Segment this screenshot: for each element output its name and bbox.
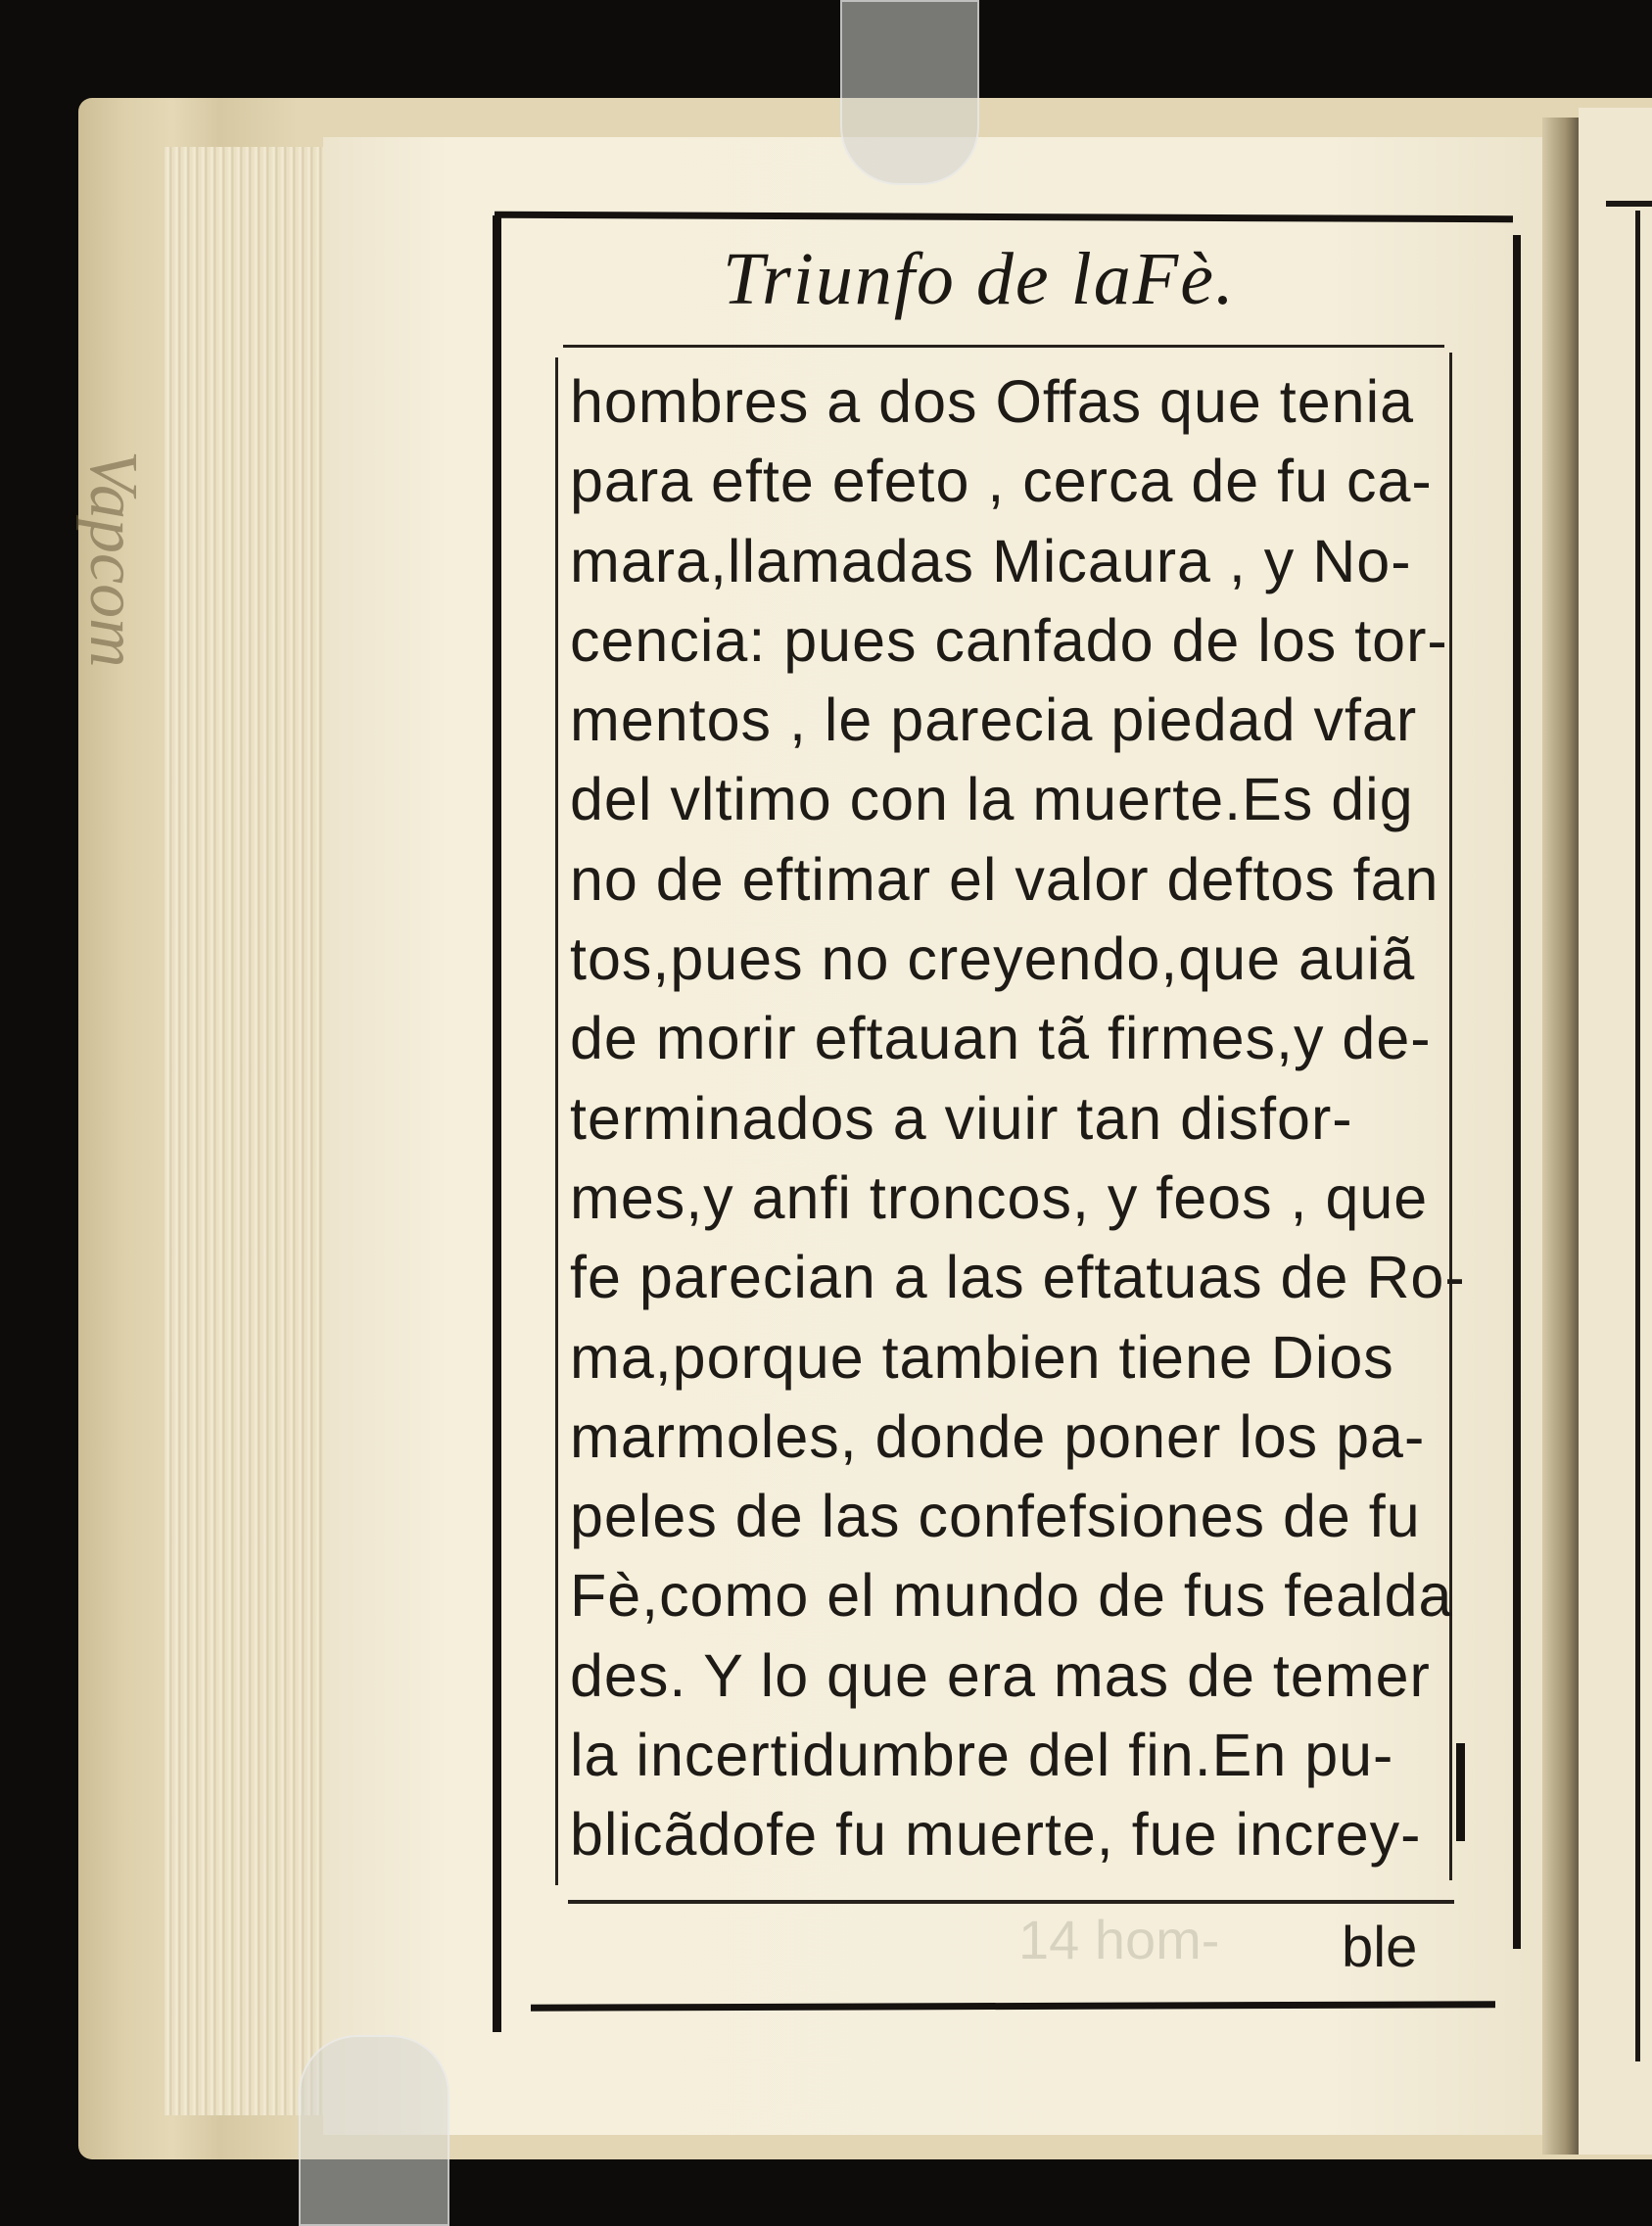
bleed-through-text: 14 hom- (1018, 1909, 1220, 1970)
text-line: de morir eftauan tã firmes,y de- (570, 1005, 1432, 1072)
text-line: no de eftimar el valor deftos fan (570, 845, 1440, 913)
running-head: Triunfo de laFè. (723, 238, 1236, 320)
text-line: peles de las confefsiones de fu (570, 1483, 1421, 1550)
text-rule-left (555, 357, 558, 1885)
text-line: hombres a dos Offas que tenia (570, 368, 1415, 435)
text-line: ma,porque tambien tiene Dios (570, 1323, 1394, 1391)
facing-page-rule (1606, 201, 1652, 207)
page-text (570, 362, 1466, 1875)
bottom-page-clip (299, 2035, 449, 2226)
text-line: des. Y lo que era mas de temer (570, 1641, 1431, 1709)
footer-rule (568, 1900, 1454, 1904)
book-gutter (1542, 118, 1581, 2155)
margin-mark (1456, 1743, 1465, 1841)
text-line: cencia: pues canfado de los tor- (570, 606, 1448, 674)
frame-left-border (493, 215, 501, 2032)
text-line: terminados a viuir tan disfor- (570, 1084, 1353, 1152)
text-line: blicãdofe fu muerte, fue increy- (570, 1801, 1422, 1869)
top-page-clip (840, 0, 979, 185)
text-line: del vltimo con la muerte.Es dig (570, 766, 1414, 833)
facing-page (1579, 108, 1652, 2155)
header-rule (563, 345, 1444, 348)
text-line: Fè,como el mundo de fus fealda (570, 1562, 1453, 1630)
text-line: tos,pues no creyendo,que auiã (570, 925, 1416, 993)
text-line: mes,y anfi troncos, y feos , que (570, 1163, 1429, 1231)
text-line: la incertidumbre del fin.En pu- (570, 1722, 1394, 1789)
catchword: ble (1342, 1916, 1418, 1979)
text-line: marmoles, donde poner los pa- (570, 1402, 1426, 1470)
facing-page-frame (1635, 211, 1640, 2061)
text-line: mara,llamadas Micaura , y No- (570, 527, 1412, 594)
text-line: fe parecian a las eftatuas de Ro- (570, 1244, 1466, 1311)
spine-inscription: Vapcom (75, 450, 151, 668)
frame-right-border (1513, 235, 1521, 1949)
text-line: mentos , le parecia piedad vfar (570, 687, 1418, 754)
page-edges (165, 147, 341, 2115)
text-line: para efte efeto , cerca de fu ca- (570, 448, 1433, 515)
